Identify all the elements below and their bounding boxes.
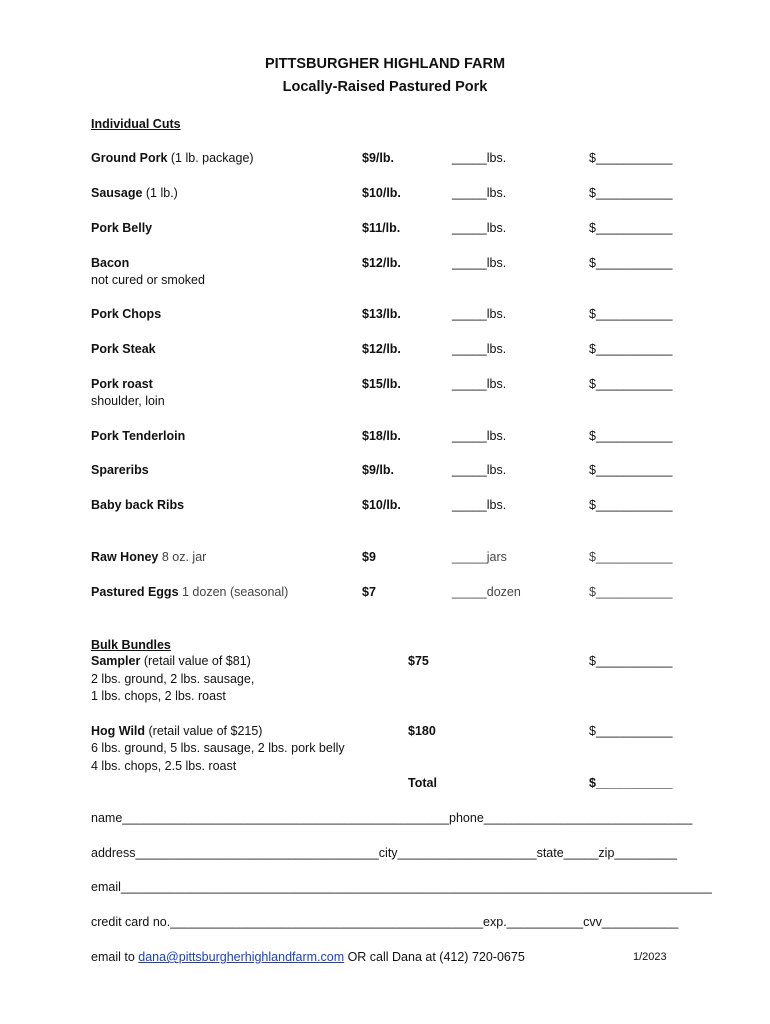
amount-field[interactable]: $___________ [589, 585, 673, 599]
item-price: $9/lb. [362, 151, 394, 165]
individual-cuts-heading: Individual Cuts [91, 117, 181, 131]
amount-field[interactable]: $___________ [589, 377, 673, 391]
qty-field[interactable]: _____lbs. [452, 377, 507, 391]
qty-field[interactable]: _____lbs. [452, 221, 507, 235]
bundle-name: Sampler (retail value of $81) [91, 654, 251, 668]
amount-field[interactable]: $___________ [589, 498, 673, 512]
amount-field[interactable]: $___________ [589, 151, 673, 165]
amount-field[interactable]: $___________ [589, 307, 673, 321]
amount-field[interactable]: $___________ [589, 342, 673, 356]
item-name: Pork Chops [91, 307, 162, 321]
bundle-contents: 2 lbs. ground, 2 lbs. sausage, [91, 672, 255, 686]
total-amount-field[interactable]: $___________ [589, 776, 673, 790]
item-price: $7 [362, 585, 376, 599]
form-subtitle: Locally-Raised Pastured Pork [282, 79, 488, 95]
amount-field[interactable]: $___________ [589, 256, 673, 270]
qty-field[interactable]: _____lbs. [452, 498, 507, 512]
item-name: Pastured Eggs 1 dozen (seasonal) [91, 585, 289, 599]
item-price: $9 [362, 550, 376, 564]
amount-field[interactable]: $___________ [589, 463, 673, 477]
item-name: Pork Belly [91, 221, 153, 235]
qty-field[interactable]: _____dozen [452, 585, 521, 599]
qty-field[interactable]: _____lbs. [452, 256, 507, 270]
name-phone-field[interactable]: name_______________________________________________phone______________________________ [91, 811, 693, 825]
bundle-name: Hog Wild (retail value of $215) [91, 724, 263, 738]
qty-field[interactable]: _____lbs. [452, 186, 507, 200]
item-price: $18/lb. [362, 429, 401, 443]
amount-field[interactable]: $___________ [589, 429, 673, 443]
amount-field[interactable]: $___________ [589, 654, 673, 668]
qty-field[interactable]: _____lbs. [452, 429, 507, 443]
form-date: 1/2023 [633, 951, 667, 963]
credit-card-field[interactable]: credit card no._____________________________________________exp.___________cvv___________ [91, 915, 679, 929]
email-field[interactable]: email_____________________________________________________________________________________ [91, 880, 712, 894]
amount-field[interactable]: $___________ [589, 724, 673, 738]
amount-field[interactable]: $___________ [589, 550, 673, 564]
item-name: Pork Steak [91, 342, 156, 356]
amount-field[interactable]: $___________ [589, 186, 673, 200]
item-name: Spareribs [91, 463, 149, 477]
item-name: Bacon [91, 256, 130, 270]
email-link[interactable]: dana@pittsburgherhighlandfarm.com [138, 950, 345, 964]
bundle-contents: 6 lbs. ground, 5 lbs. sausage, 2 lbs. pork belly [91, 741, 345, 755]
item-price: $12/lb. [362, 256, 401, 270]
item-price: $10/lb. [362, 498, 401, 512]
item-price: $11/lb. [362, 221, 401, 235]
item-price: $10/lb. [362, 186, 401, 200]
footer-contact: email to dana@pittsburgherhighlandfarm.com OR call Dana at (412) 720-0675 [91, 950, 525, 964]
bundle-contents: 1 lbs. chops, 2 lbs. roast [91, 689, 226, 703]
amount-field[interactable]: $___________ [589, 221, 673, 235]
item-price: $13/lb. [362, 307, 401, 321]
item-name: Raw Honey 8 oz. jar [91, 550, 207, 564]
bundle-price: $75 [408, 654, 429, 668]
item-name: Baby back Ribs [91, 498, 185, 512]
qty-field[interactable]: _____lbs. [452, 151, 507, 165]
qty-field[interactable]: _____lbs. [452, 307, 507, 321]
item-note: shoulder, loin [91, 394, 165, 408]
item-price: $15/lb. [362, 377, 401, 391]
item-name: Pork Tenderloin [91, 429, 186, 443]
item-name: Ground Pork (1 lb. package) [91, 151, 254, 165]
item-price: $9/lb. [362, 463, 394, 477]
bulk-bundles-heading: Bulk Bundles [91, 638, 171, 652]
item-name: Pork roast [91, 377, 153, 391]
total-label: Total [408, 776, 437, 790]
qty-field[interactable]: _____lbs. [452, 342, 507, 356]
qty-field[interactable]: _____jars [452, 550, 507, 564]
address-field[interactable]: address___________________________________city____________________state_____zip_________ [91, 846, 677, 860]
bundle-contents: 4 lbs. chops, 2.5 lbs. roast [91, 759, 237, 773]
item-note: not cured or smoked [91, 273, 205, 287]
farm-name: PITTSBURGHER HIGHLAND FARM [264, 56, 506, 72]
item-name: Sausage (1 lb.) [91, 186, 178, 200]
qty-field[interactable]: _____lbs. [452, 463, 507, 477]
item-price: $12/lb. [362, 342, 401, 356]
bundle-price: $180 [408, 724, 436, 738]
